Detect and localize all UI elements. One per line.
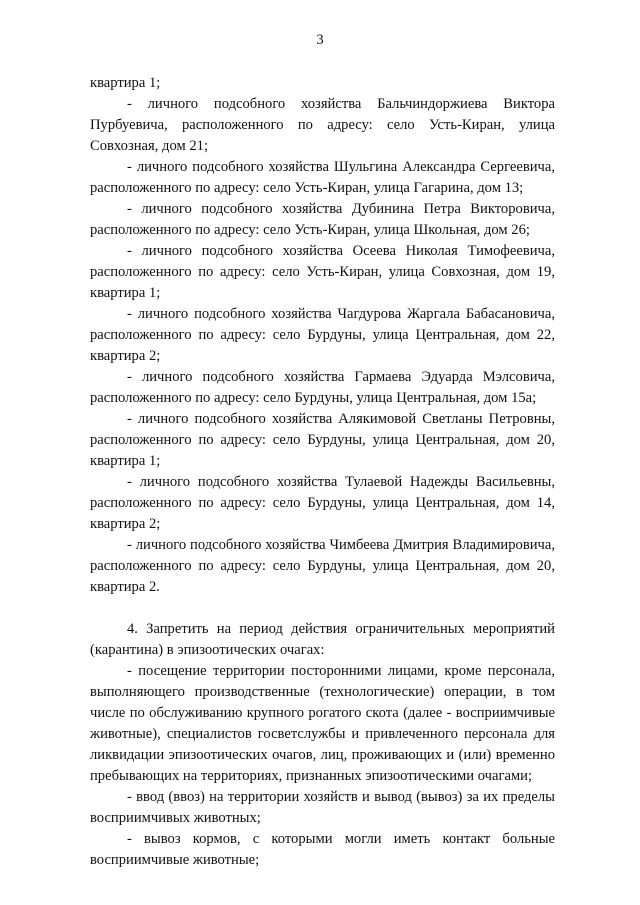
- paragraph-7: - личного подсобного хозяйства Гармаева Эдуарда Мэлсовича, расположенного по адресу: село Бурдуны, улица Центральная, дом 15а;: [90, 369, 555, 406]
- paragraph-4: - личного подсобного хозяйства Дубинина Петра Викторовича, расположенного по адресу: село Усть-Киран, улица Школьная, дом 26;: [90, 201, 555, 238]
- paragraph-9: - личного подсобного хозяйства Тулаевой Надежды Васильевны, расположенного по адресу: село Бурдуны, улица Центральная, дом 14, квартира 2;: [90, 474, 555, 532]
- paragraph-8: - личного подсобного хозяйства Алякимовой Светланы Петровны, расположенного по адресу: село Бурдуны, улица Центральная, дом 20, квартира 1;: [90, 411, 555, 469]
- document-body: [90, 73, 555, 871]
- farm-list: [90, 73, 555, 598]
- section-4-heading: 4. Запретить на период действия ограничительных мероприятий (карантина) в эпизоотических очагах:: [90, 621, 555, 658]
- section-4: [90, 619, 555, 871]
- paragraph-6: - личного подсобного хозяйства Чагдурова Жаргала Бабасановича, расположенного по адресу: село Бурдуны, улица Центральная, дом 22, квартира 2;: [90, 306, 555, 364]
- page-number: 3: [316, 32, 324, 48]
- paragraph-10: - личного подсобного хозяйства Чимбеева Дмитрия Владимировича, расположенного по адресу: село Бурдуны, улица Центральная, дом 20, квартира 2.: [90, 537, 555, 595]
- paragraph-2: - личного подсобного хозяйства Бальчиндоржиева Виктора Пурбуевича, расположенного по адресу: село Усть-Киран, улица Совхозная, дом 21;: [90, 96, 555, 154]
- paragraph-3: - личного подсобного хозяйства Шульгина Александра Сергеевича, расположенного по адресу: село Усть-Киран, улица Гагарина, дом 13;: [90, 159, 555, 196]
- paragraph-1: квартира 1;: [90, 75, 161, 91]
- paragraph-5: - личного подсобного хозяйства Осеева Николая Тимофеевича, расположенного по адресу: село Усть-Киран, улица Совхозная, дом 19, квартира 1;: [90, 243, 555, 301]
- section-4-item-1: - посещение территории посторонними лицами, кроме персонала, выполняющего производственные (технологические) операции, в том числе по обслуживанию крупного рогатого скота (далее - восприимчивые животные), специалистов госветслужбы и привлеченного персонала для ликвидации эпизоотических очагов, лиц, проживающих и (или) временно пребывающих на территориях, признанных эпизоотическими очагами;: [90, 663, 555, 784]
- section-4-item-2: - ввод (ввоз) на территории хозяйств и вывод (вывоз) за их пределы восприимчивых животных;: [90, 789, 555, 826]
- section-gap: [90, 598, 555, 619]
- section-4-item-3: - вывоз кормов, с которыми могли иметь контакт больные восприимчивые животные;: [90, 831, 555, 868]
